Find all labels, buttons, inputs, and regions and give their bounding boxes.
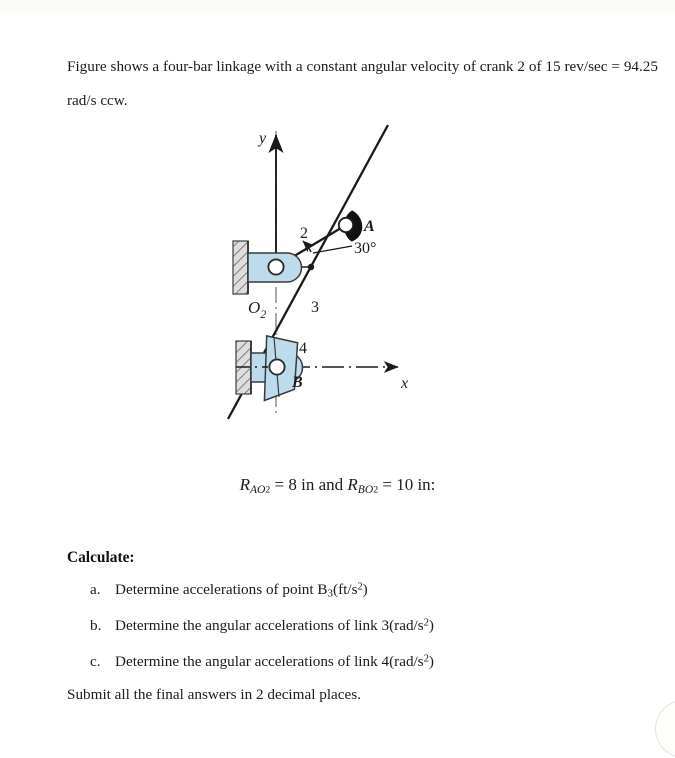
pivot-b — [269, 359, 284, 374]
pin-a — [339, 218, 353, 232]
list-item — [90, 581, 610, 617]
angle-leader-line — [313, 246, 352, 253]
closing-instruction: Submit all the final answers in 2 decimal places. — [67, 686, 361, 703]
r-bo2-value: = 10 in: — [382, 475, 436, 494]
link-4-label: 4 — [299, 340, 307, 357]
list-item-marker: a. — [90, 581, 101, 598]
r-ao2-subscript-2: 2 — [265, 484, 271, 496]
r-bo2-subscript: BO — [357, 483, 374, 497]
r-bo2-symbol: R — [347, 475, 358, 494]
x-axis-label: x — [401, 375, 409, 392]
r-ao2-value: = 8 in and — [274, 475, 348, 494]
pivot-o2-label: $O_2$ — [248, 298, 267, 321]
list-item — [90, 617, 610, 653]
four-bar-linkage-figure — [0, 113, 675, 473]
calculate-heading: Calculate: — [67, 549, 135, 566]
ground-wall-upper — [233, 241, 248, 294]
list-item — [90, 653, 610, 689]
reference-dot — [308, 264, 314, 270]
intro-paragraph: Figure shows a four-bar linkage with a constant angular velocity of crank 2 of 15 rev/sec = 94.25 rad/s ccw. — [67, 58, 658, 110]
pivot-o2 — [268, 259, 283, 274]
list-item-marker: b. — [90, 617, 102, 634]
link-3-label: 3 — [311, 299, 319, 316]
y-axis-label: y — [259, 130, 267, 147]
list-item-marker: c. — [90, 653, 101, 670]
r-ao2-symbol: R — [239, 475, 250, 494]
radius-equation — [0, 475, 675, 496]
link-2-label: 2 — [300, 225, 308, 242]
list-item-text: Determine accelerations of point $B3(ft/s^2)$ — [115, 581, 368, 600]
list-item-text: Determine the angular accelerations of link $4(rad/s^2)$ — [115, 653, 434, 670]
r-ao2-subscript: AO — [249, 483, 266, 497]
question-list — [90, 581, 610, 689]
point-b-label: B — [292, 374, 303, 391]
list-item-text: Determine the angular accelerations of link $3(rad/s^2)$ — [115, 617, 434, 634]
point-a-label: A — [364, 218, 375, 235]
document-page — [0, 13, 675, 737]
r-bo2-subscript-2: 2 — [373, 484, 379, 496]
page-top-strip — [0, 0, 675, 13]
angle-30-label: 30° — [354, 240, 377, 257]
